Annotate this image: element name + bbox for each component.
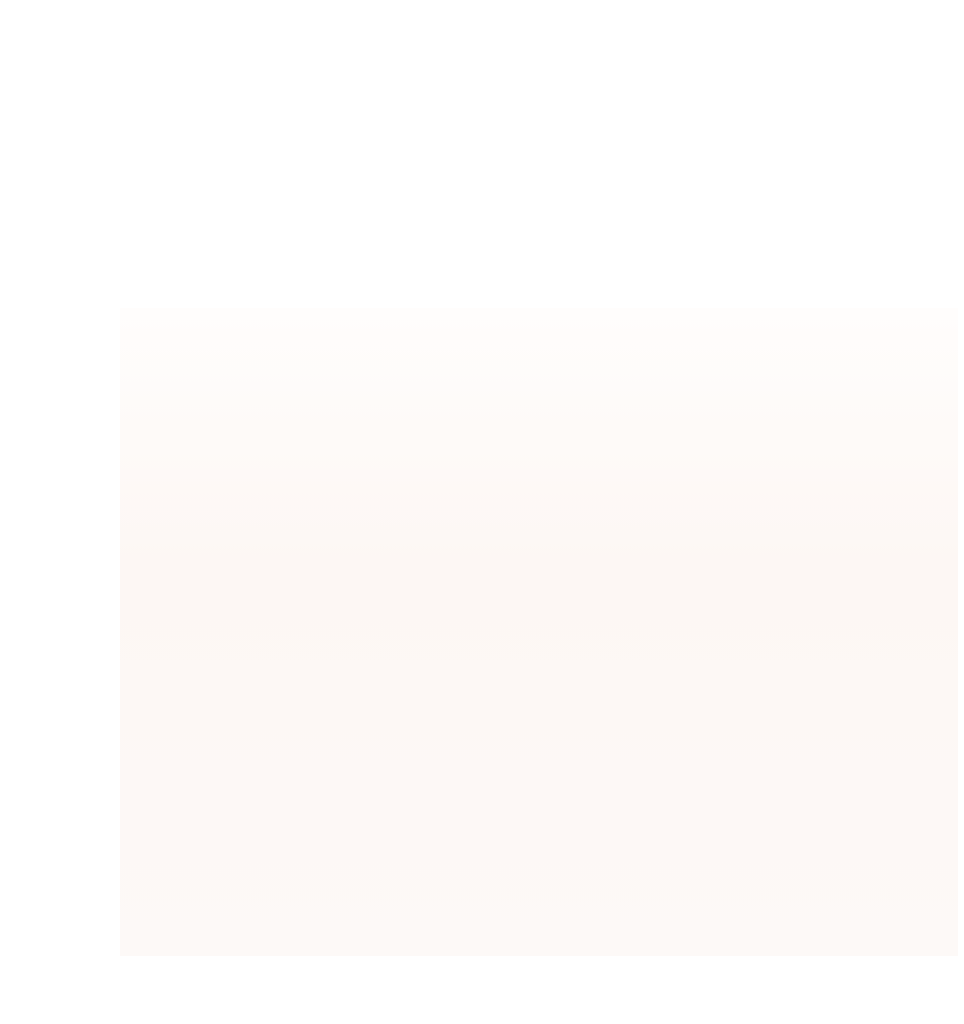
- rf-axis-labels: [0, 308, 118, 956]
- hptlc-plate: [120, 308, 958, 956]
- plate-background: [120, 308, 958, 956]
- lane-bottom-labels: [120, 964, 958, 1020]
- lane-top-labels: [120, 246, 958, 302]
